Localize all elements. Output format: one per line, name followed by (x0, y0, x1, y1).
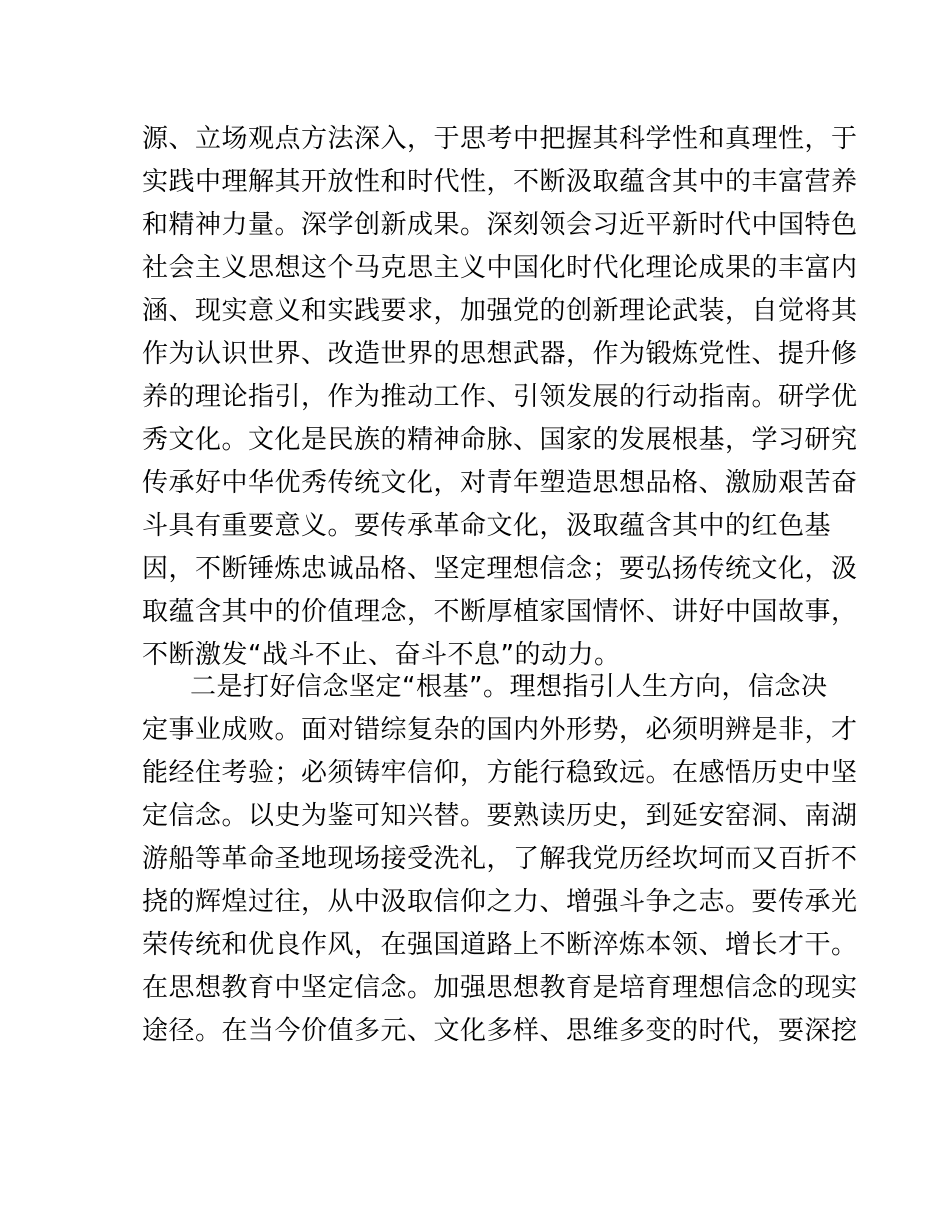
text-line: 游船等革命圣地现场接受洗礼，了解我党历经坎坷而又百折不 (142, 844, 858, 874)
text-line: 社会主义思想这个马克思主义中国化时代化理论成果的丰富内 (142, 253, 858, 283)
text-line: 养的理论指引，作为推动工作、引领发展的行动指南。研学优 (142, 382, 858, 412)
text-line: 不断激发“战斗不止、奋斗不息”的动力。 (142, 640, 621, 670)
paragraph-2 (142, 666, 858, 1053)
text-line: 和精神力量。深学创新成果。深刻领会习近平新时代中国特色 (142, 210, 858, 240)
text-line: 定事业成败。面对错综复杂的国内外形势，必须明辨是非，才 (142, 715, 858, 745)
text-line: 荣传统和优良作风，在强国道路上不断淬炼本领、增长才干。 (142, 930, 858, 960)
text-line: 途径。在当今价值多元、文化多样、思维多变的时代，要深挖 (142, 1016, 858, 1046)
text-line: 秀文化。文化是民族的精神命脉、国家的发展根基，学习研究 (142, 425, 858, 455)
text-line: 因，不断锤炼忠诚品格、坚定理想信念；要弘扬传统文化，汲 (142, 554, 858, 584)
text-line: 源、立场观点方法深入，于思考中把握其科学性和真理性，于 (142, 124, 858, 154)
text-line: 取蕴含其中的价值理念，不断厚植家国情怀、讲好中国故事， (142, 597, 858, 627)
text-line: 二是打好信念坚定“根基”。理想指引人生方向，信念决 (190, 672, 828, 702)
paragraph-1 (142, 118, 858, 677)
text-line: 定信念。以史为鉴可知兴替。要熟读历史，到延安窑洞、南湖 (142, 801, 858, 831)
text-line: 涵、现实意义和实践要求，加强党的创新理论武装，自觉将其 (142, 296, 858, 326)
text-line: 能经住考验；必须铸牢信仰，方能行稳致远。在感悟历史中坚 (142, 758, 858, 788)
text-line: 挠的辉煌过往，从中汲取信仰之力、增强斗争之志。要传承光 (142, 887, 858, 917)
text-line: 实践中理解其开放性和时代性，不断汲取蕴含其中的丰富营养 (142, 167, 858, 197)
text-line: 斗具有重要意义。要传承革命文化，汲取蕴含其中的红色基 (142, 511, 832, 541)
text-line: 传承好中华优秀传统文化，对青年塑造思想品格、激励艰苦奋 (142, 468, 858, 498)
text-line: 作为认识世界、改造世界的思想武器，作为锻炼党性、提升修 (142, 339, 858, 369)
text-line: 在思想教育中坚定信念。加强思想教育是培育理想信念的现实 (142, 973, 858, 1003)
